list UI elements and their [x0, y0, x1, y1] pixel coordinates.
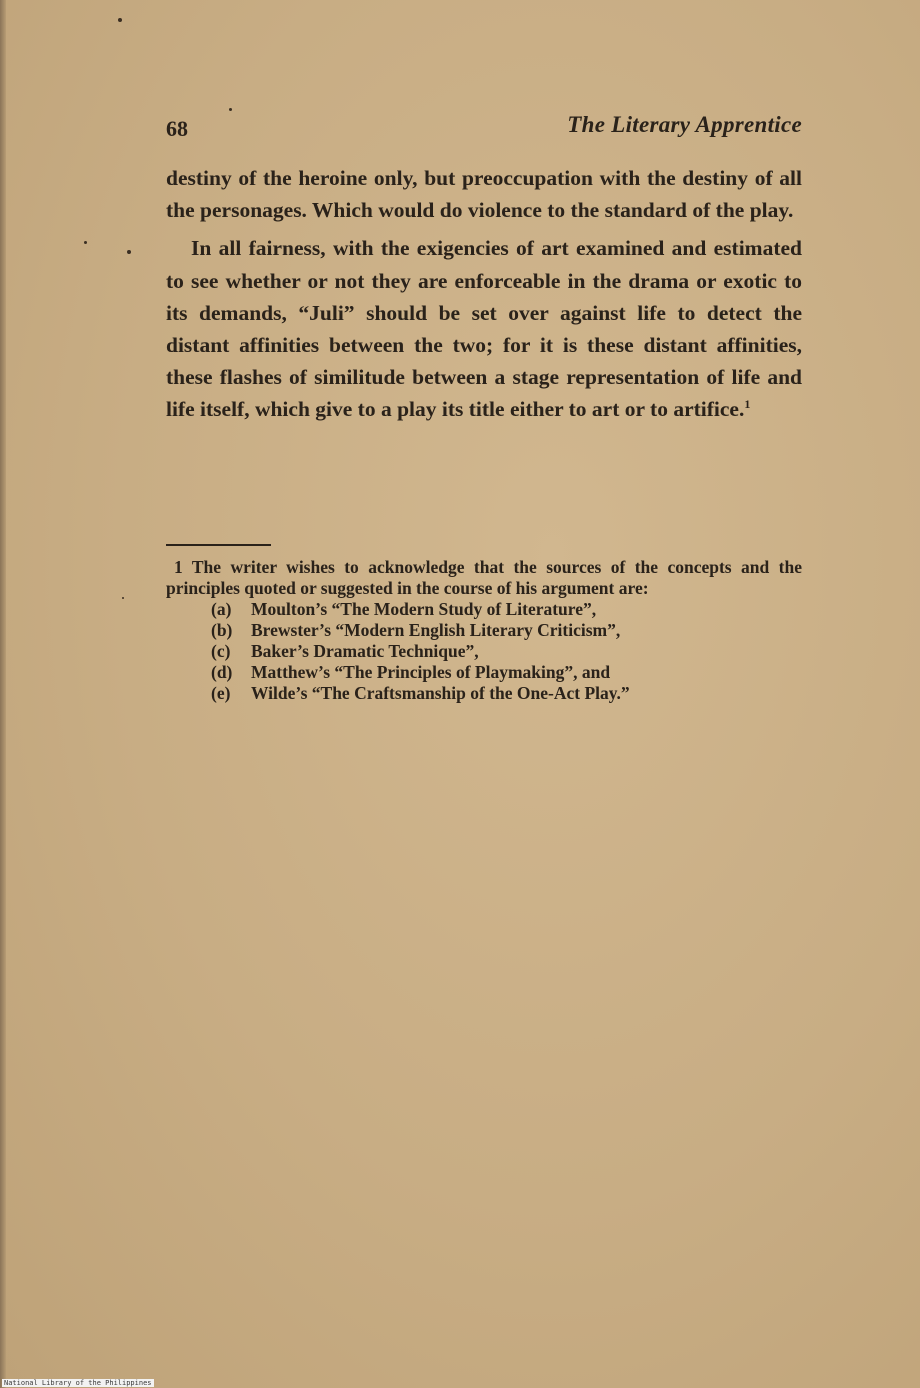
footnote-marker: 1 [174, 557, 183, 577]
footnote-reference: 1 [744, 397, 751, 412]
source-list [166, 599, 802, 704]
ink-speck [127, 250, 131, 254]
item-label: (e) [211, 683, 231, 703]
list-item [211, 599, 802, 620]
list-item [211, 641, 802, 662]
item-label: (c) [211, 641, 231, 661]
list-item [211, 620, 802, 641]
item-text: Moulton’s “The Modern Study of Literature”, [251, 599, 597, 619]
item-label: (d) [211, 662, 233, 682]
item-text: Matthew’s “The Principles of Playmaking”, and [251, 662, 611, 682]
item-text: Brewster’s “Modern English Literary Criticism”, [251, 620, 621, 640]
ink-speck [118, 18, 122, 22]
item-text: Wilde’s “The Craftsmanship of the One-Act Play.” [251, 683, 630, 703]
ink-speck [122, 597, 124, 599]
item-text: Baker’s Dramatic Technique”, [251, 641, 479, 661]
running-header [166, 112, 802, 144]
library-credit: National Library of the Philippines [4, 1379, 152, 1387]
ink-speck [84, 241, 87, 244]
ink-speck [229, 108, 232, 111]
list-item [211, 662, 802, 683]
running-title: The Literary Apprentice [567, 112, 802, 137]
page-edge [0, 0, 6, 1388]
list-item [211, 683, 802, 704]
item-label: (b) [211, 620, 233, 640]
paragraph: destiny of the heroine only, but preoccupation with the destiny of all the personages. Which would do violence to the standard of the play. [166, 166, 802, 223]
item-label: (a) [211, 599, 232, 619]
footnote-rule [166, 544, 271, 546]
page-number: 68 [166, 116, 188, 141]
body-text [166, 162, 802, 426]
footnote-text: The writer wishes to acknowledge that the sources of the concepts and the principles quoted or suggested in the course of his argument are: [166, 557, 802, 598]
paragraph-text: In all fairness, with the exigencies of art examined and estimated to see whether or not they are enforceable in the drama or exotic to its demands, “Juli” should be set over against life to detect the distant affinities between the two; for it is these distant affinities, these flashes of similitude between a stage representation of life and life itself, which give to a play its title either to art or to artifice. [166, 236, 802, 422]
footnote-lead [166, 557, 802, 599]
paragraph [166, 232, 802, 425]
footnote [166, 557, 802, 704]
